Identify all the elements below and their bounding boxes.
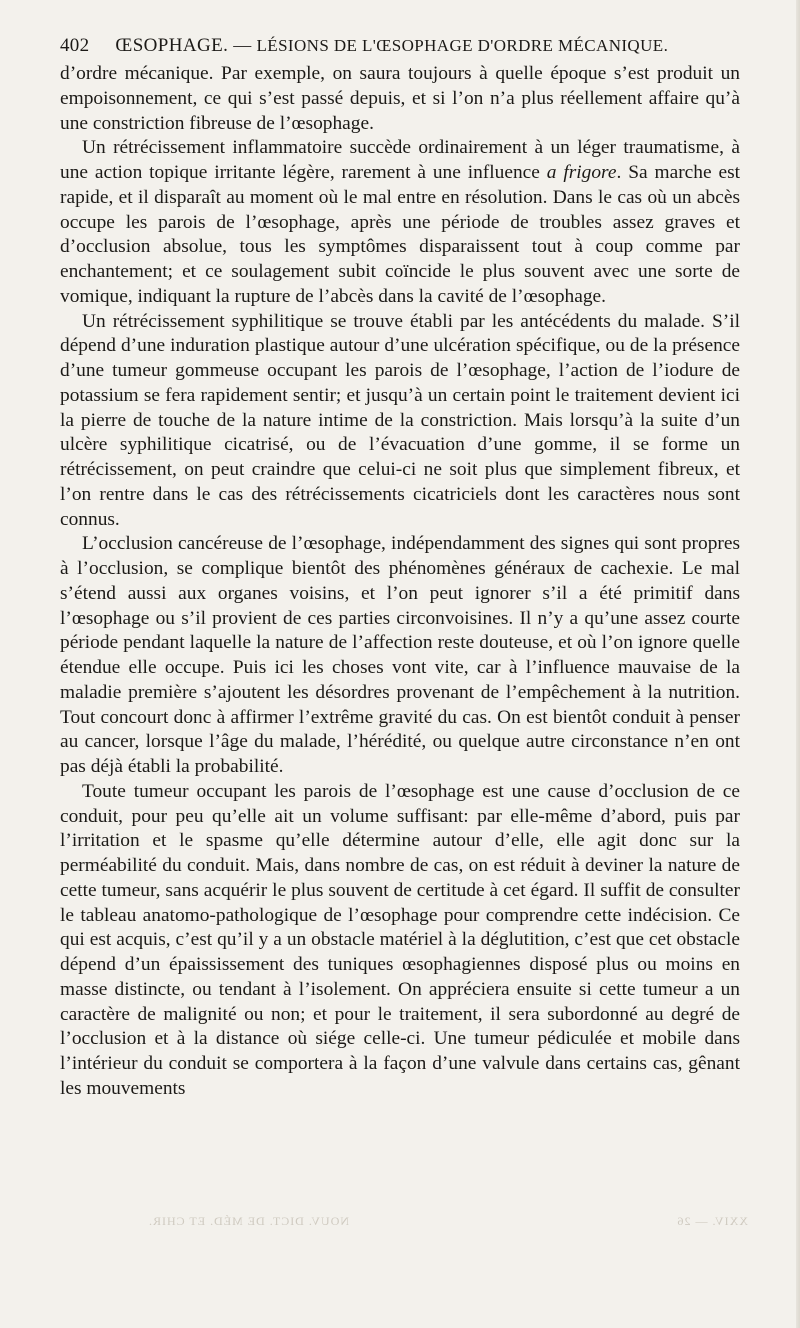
- body-text: [60, 62, 740, 1102]
- running-head-subtitle: LÉSIONS DE L'ŒSOPHAGE D'ORDRE MÉCANIQUE.: [256, 36, 669, 55]
- page-number: 402: [60, 35, 90, 56]
- paragraph: [60, 780, 740, 1102]
- running-head-title: [115, 30, 668, 61]
- show-through-footer-right: XXIV. — 26: [676, 1214, 748, 1228]
- paragraph: [60, 532, 740, 780]
- show-through-footer: [148, 1214, 748, 1229]
- running-head-main: ŒSOPHAGE.: [115, 35, 229, 56]
- text-segment: d’ordre mécanique. Par exemple, on saura toujours à quelle époque s’est produit un empoisonnement, ce qui s’est passé depuis, et si l’on n’a plus réellement affaire qu’à une constriction fibreuse de l’œsophage.: [60, 63, 740, 134]
- book-page: [60, 30, 740, 1102]
- text-segment: L’occlusion cancéreuse de l’œsophage, indépendamment des signes qui sont propres à l’occlusion, se complique bientôt des phénomènes généraux de cachexie. Le mal s’étend aussi aux organes voisins, et l’on peut ignorer s’il a été primitif dans l’œsophage ou s’il provient de ces parties circonvoisines. Il n’y a qu’une assez courte période pendant laquelle la nature de l’affection reste douteuse, et où l’on ignore quelle étendue elle occupe. Puis ici les choses vont vite, car à l’influence mauvaise de la maladie première s’ajoutent les désordres provenant de l’empêchement à la nutrition. Tout concourt donc à affirmer l’extrême gravité du cas. On est bientôt conduit à penser au cancer, lorsque l’âge du malade, l’hérédité, ou quelque autre circonstance n’en ont pas déjà établi la probabilité.: [60, 533, 740, 777]
- text-segment: . Sa marche est rapide, et il disparaît au moment où le mal entre en résolution. Dans le cas où un abcès occupe les parois de l’œsophage, après une période de troubles assez graves et d’occlusion absolue, tous les symptômes disparaissent tout à coup comme par enchantement; et ce soulagement subit coïncide le plus souvent avec une sorte de vomique, indiquant la rupture de l’abcès dans la cavité de l’œsophage.: [60, 162, 740, 307]
- text-segment: Toute tumeur occupant les parois de l’œsophage est une cause d’occlusion de ce conduit, pour peu qu’elle ait un volume suffisant: par elle-même d’abord, puis par l’irritation et le spasme qu’elle détermine autour d’elle, elle agit donc sur la perméabilité du conduit. Mais, dans nombre de cas, on est réduit à deviner la nature de cette tumeur, sans acquérir le plus souvent de certitude à cet égard. Il suffit de consulter le tableau anatomo-pathologique de l’œsophage pour comprendre cette indécision. Ce qui est acquis, c’est qu’il y a un obstacle matériel à la déglutition, c’est que cet obstacle dépend d’un épaississement des tuniques œsophagiennes disposé plus ou moins en masse distincte, ou tendant à l’isolement. On appréciera ensuite si cette tumeur a un caractère de malignité ou non; et pour le traitement, il sera subordonné au degré de l’occlusion et à la distance où siége celle-ci. Une tumeur pédiculée et mobile dans l’intérieur du conduit se comportera à la façon d’une valvule dans certains cas, gênant les mouvements: [60, 780, 740, 1099]
- running-head-dash: —: [233, 35, 252, 55]
- text-segment: Un rétrécissement inflammatoire succède ordinairement à un léger traumatisme, à une action topique irritante légère, rarement à une influence: [60, 137, 740, 183]
- paragraph: [60, 310, 740, 533]
- running-head: [60, 30, 740, 60]
- text-segment: Un rétrécissement syphilitique se trouve établi par les antécédents du malade. S’il dépend d’une induration plastique autour d’une ulcération spécifique, ou de la présence d’une tumeur gommeuse occupant les parois de l’œsophage, l’action de l’iodure de potassium se fera rapidement sentir; et jusqu’à un certain point le traitement devient ici la pierre de touche de la nature intime de la constriction. Mais lorsqu’à la suite d’un ulcère syphilitique cicatrisé, ou de l’évacuation d’une gomme, il se forme un rétrécissement, on peut craindre que celui-ci ne soit plus que simplement fibreux, et l’on rentre dans le cas des rétrécissements cicatriciels dont les caractères nous sont connus.: [60, 310, 740, 530]
- italic-phrase: a frigore: [546, 162, 617, 183]
- paragraph: [60, 62, 740, 136]
- scan-edge: [796, 0, 800, 1328]
- show-through-footer-left: NOUV. DICT. DE MÉD. ET CHIR.: [148, 1214, 349, 1228]
- paragraph: [60, 136, 740, 309]
